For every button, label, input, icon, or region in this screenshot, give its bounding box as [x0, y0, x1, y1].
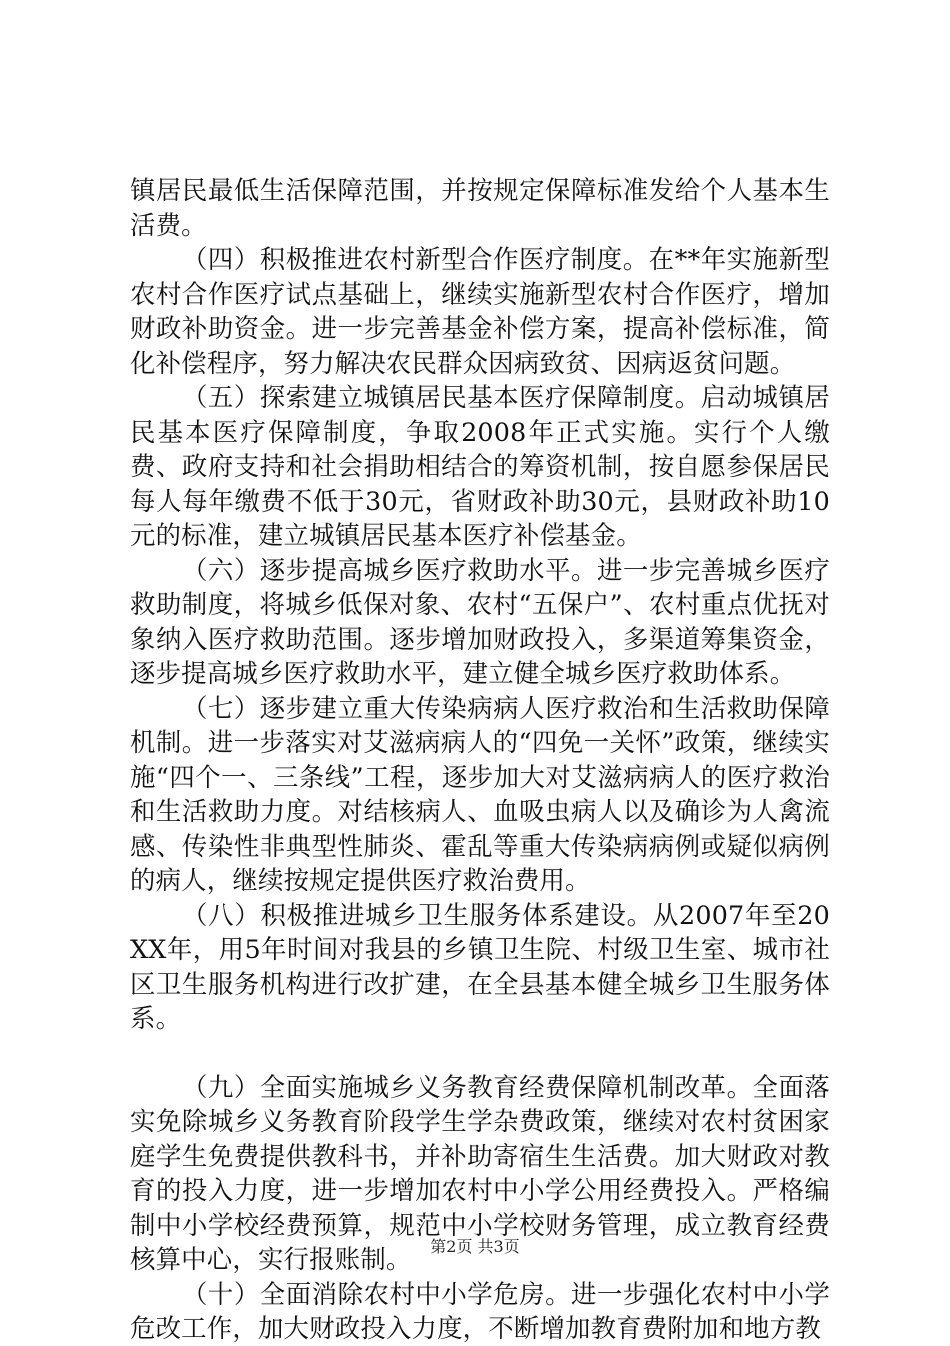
paragraph-item-10: （十）全面消除农村中小学危房。进一步强化农村中小学危改工作，加大财政投入力度，不断增加教育费附加和地方教 [130, 1278, 830, 1343]
page-number-footer: 第2页 共3页 [430, 1237, 520, 1256]
paragraph-item-5: （五）探索建立城镇居民基本医疗保障制度。启动城镇居民基本医疗保障制度，争取2008年正式实施。实行个人缴费、政府支持和社会捐助相结合的筹资机制，按自愿参保居民每人每年缴费不低于30元，省财政补助30元，县财政补助10元的标准，建立城镇居民基本医疗补偿基金。 [130, 382, 830, 550]
paragraph-item-8: （八）积极推进城乡卫生服务体系建设。从2007年至20XX年，用5年时间对我县的乡镇卫生院、村级卫生室、城市社区卫生服务机构进行改扩建，在全县基本健全城乡卫生服务体系。 [130, 899, 830, 1033]
paragraph-item-9: （九）全面实施城乡义务教育经费保障机制改革。全面落实免除城乡义务教育阶段学生学杂费政策，继续对农村贫困家庭学生免费提供教科书，并补助寄宿生生活费。加大财政对教育的投入力度，进一步增加农村中小学公用经费投入。严格编制中小学校经费预算，规范中小学校财务管理，成立教育经费核算中心，实行报账制。 [130, 1071, 830, 1274]
paragraph-item-6: （六）逐步提高城乡医疗救助水平。进一步完善城乡医疗救助制度，将城乡低保对象、农村“五保户”、农村重点优抚对象纳入医疗救助范围。逐步增加财政投入，多渠道筹集资金，逐步提高城乡医疗救助水平，建立健全城乡医疗救助体系。 [130, 554, 830, 688]
paragraph-item-4: （四）积极推进农村新型合作医疗制度。在**年实施新型农村合作医疗试点基础上，继续实施新型农村合作医疗，增加财政补助资金。进一步完善基金补偿方案，提高补偿标准，简化补偿程序，努力解决农民群众因病致贫、因病返贫问题。 [130, 244, 830, 378]
paragraph-continuation: 镇居民最低生活保障范围，并按规定保障标准发给个人基本生活费。 [130, 175, 830, 240]
paragraph-item-7: （七）逐步建立重大传染病病人医疗救治和生活救助保障机制。进一步落实对艾滋病病人的“四免一关怀”政策，继续实施“四个一、三条线”工程，逐步加大对艾滋病病人的医疗救治和生活救助力度。对结核病人、血吸虫病人以及确诊为人禽流感、传染性非典型性肺炎、霍乱等重大传染病病例或疑似病例的病人，继续按规定提供医疗救治费用。 [130, 692, 830, 895]
document-body [130, 173, 830, 1346]
